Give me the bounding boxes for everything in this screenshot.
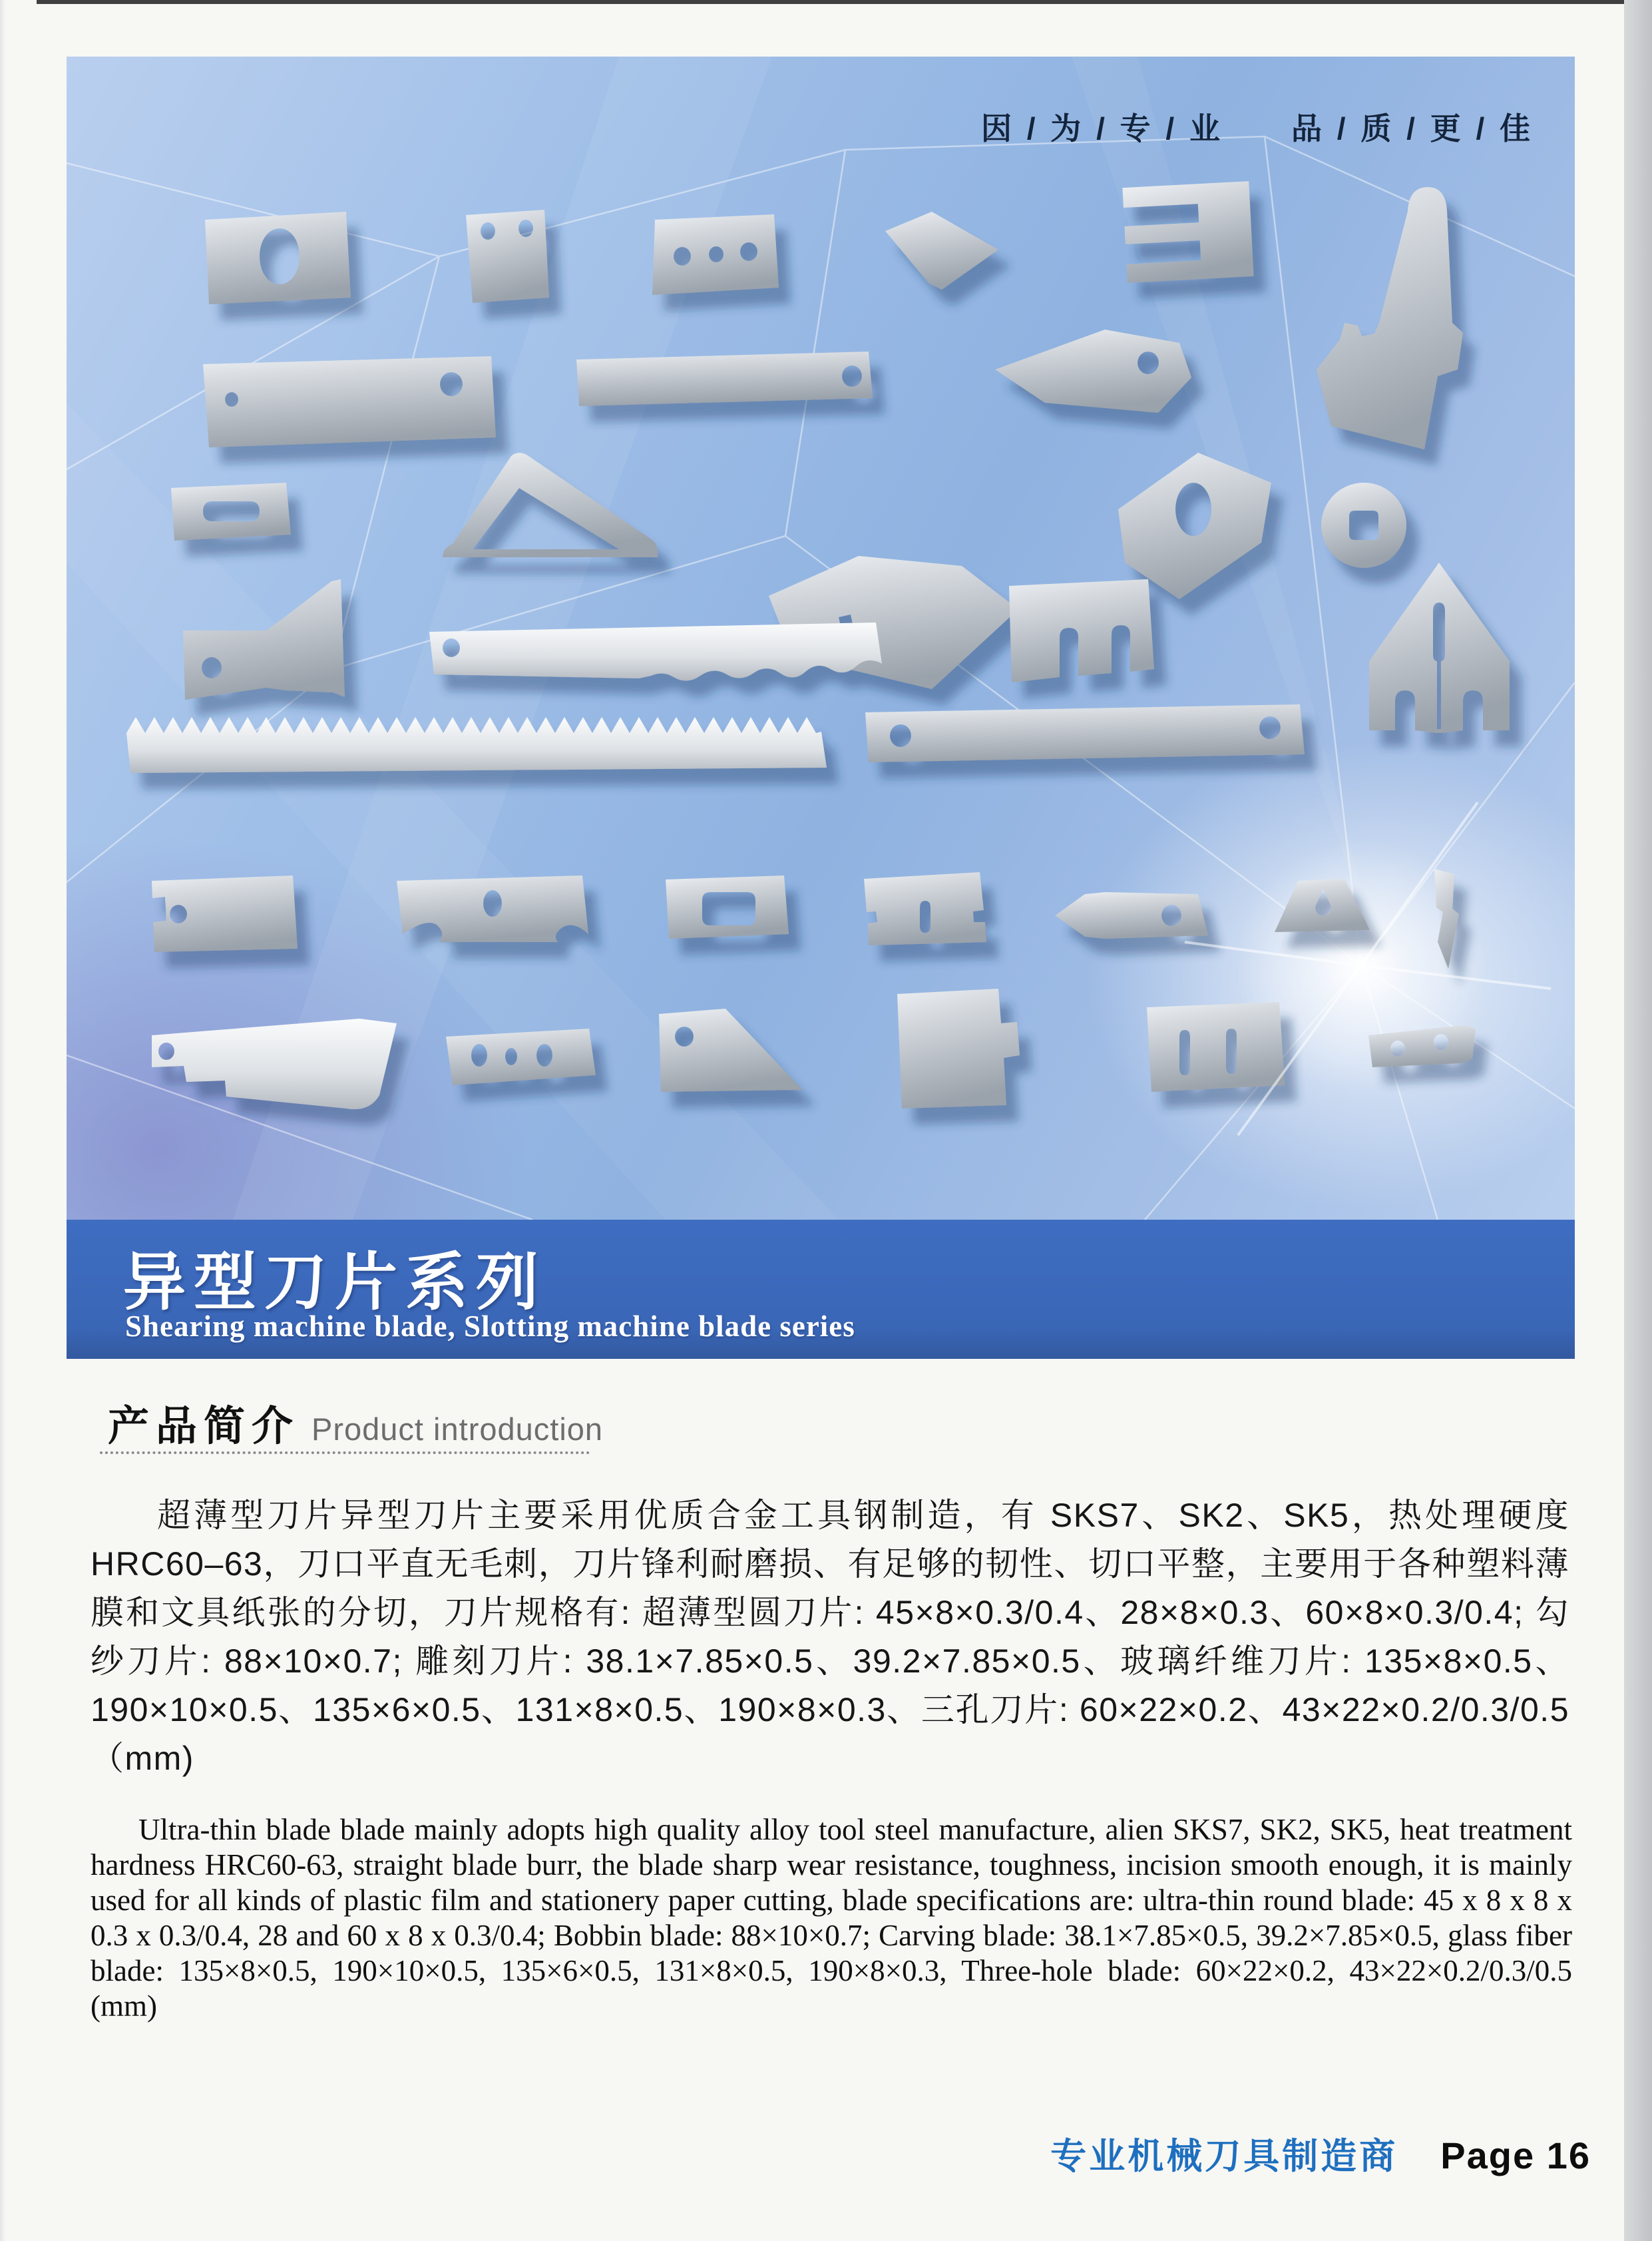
footer-page-number: Page 16 [1440,2134,1591,2176]
scan-edge-top [37,0,1652,4]
blade-long-two-hole [203,356,496,447]
blade-diamond-oval-hole [1118,453,1271,599]
series-subtitle: Shearing machine blade, Slotting machine blade series [125,1310,855,1343]
blade-two-slot-rect [1147,1002,1285,1092]
intro-paragraph-en: Ultra-thin blade blade mainly adopts high quality alloy tool steel manufacture, alien SKS7, SK2, SK5, heat treatment hardness HRC60-63, straight blade burr, the blade sharp wear resistance, toughness, incision smooth enough, it is mainly used for all kinds of plastic film and stationery paper cutting, blade specifications are: ultra-thin round blade: 45 x 8 x 8 x 0.3 x 0.3/0.4, 28 and 60 x 8 x 0.3/0.4; Bobbin blade: 88×10×0.7; Carving blade: 38.1×7.85×0.5, 39.2×7.85×0.5, glass fiber blade: 135×8×0.5, 190×10×0.5, 135×6×0.5, 131×8×0.5, 190×8×0.3, Three-hole blade: 60×22×0.2, 43×22×0.2/0.3/0.5 (mm) [91,1813,1572,2023]
blade-three-hole-rect [652,214,779,295]
blade-collage-svg [67,57,1575,1220]
blade-square-hole [666,875,789,939]
blade-pen [1055,892,1208,939]
blade-razor [864,872,986,945]
footer-company: 专业机械刀具制造商 [1050,2136,1398,2176]
blade-pentagon [885,212,998,290]
blade-long-two-hole-b [865,704,1305,762]
blade-notched-large [897,989,1020,1109]
intro-heading-zh: 产品简介 [108,1403,300,1449]
series-title: 异型刀片系列 [123,1247,547,1317]
blade-comb-down [1009,579,1154,682]
page-footer [1050,2128,1591,2179]
blade-rect-slot [171,483,291,541]
intro-heading-rule [100,1451,590,1454]
blade-two-hole-rect [466,210,549,303]
blade-house-nib [1369,563,1510,733]
blade-long-hole-right [576,352,873,406]
blade-trapezoid-hole [659,1009,803,1092]
blade-donut-square-hole [1321,483,1406,568]
series-banner [67,1220,1575,1359]
hero-panel [67,57,1575,1359]
quality-slogan: 因 / 为 / 专 / 业 品 / 质 / 更 / 佳 [980,111,1534,146]
blade-tall-knife [1317,187,1463,449]
blade-wavy [429,622,882,681]
scan-edge-left [0,0,5,2241]
blade-rect-ellipse-hole [205,212,351,304]
intro-heading-en: Product introduction [311,1411,604,1447]
intro-paragraph-zh: 超薄型刀片异型刀片主要采用优质合金工具钢制造，有 SKS7、SK2、SK5，热处理硬度 HRC60–63，刀口平直无毛刺，刀片锋利耐磨损、有足够的韧性、切口平整，主要用于各种塑料薄膜和文具纸张的分切，刀片规格有: 超薄型圆刀片: 45×8×0.3/0.4、28×8×0.3、60×8×0.3/0.4; 勾纱刀片: 88×10×0.7; 雕刻刀片: 38.1×7.85×0.5、39.2×7.85×0.5、玻璃纤维刀片: 135×8×0.5、190×10×0.5、135×6×0.5、131×8×0.5、190×8×0.3、三孔刀片: 60×22×0.2、43×22×0.2/0.3/0.5（mm) [91,1497,1569,1777]
blade-chisel-knife [152,1019,397,1109]
blade-comb-e [1122,181,1253,283]
blade-collage-photo [67,57,1575,1220]
intro-heading [108,1393,603,1452]
scan-edge-right [1624,0,1652,2241]
blade-three-hole-parallelogram [446,1029,596,1085]
blade-pointed-hole [995,330,1191,413]
blade-notch-square [152,875,298,952]
